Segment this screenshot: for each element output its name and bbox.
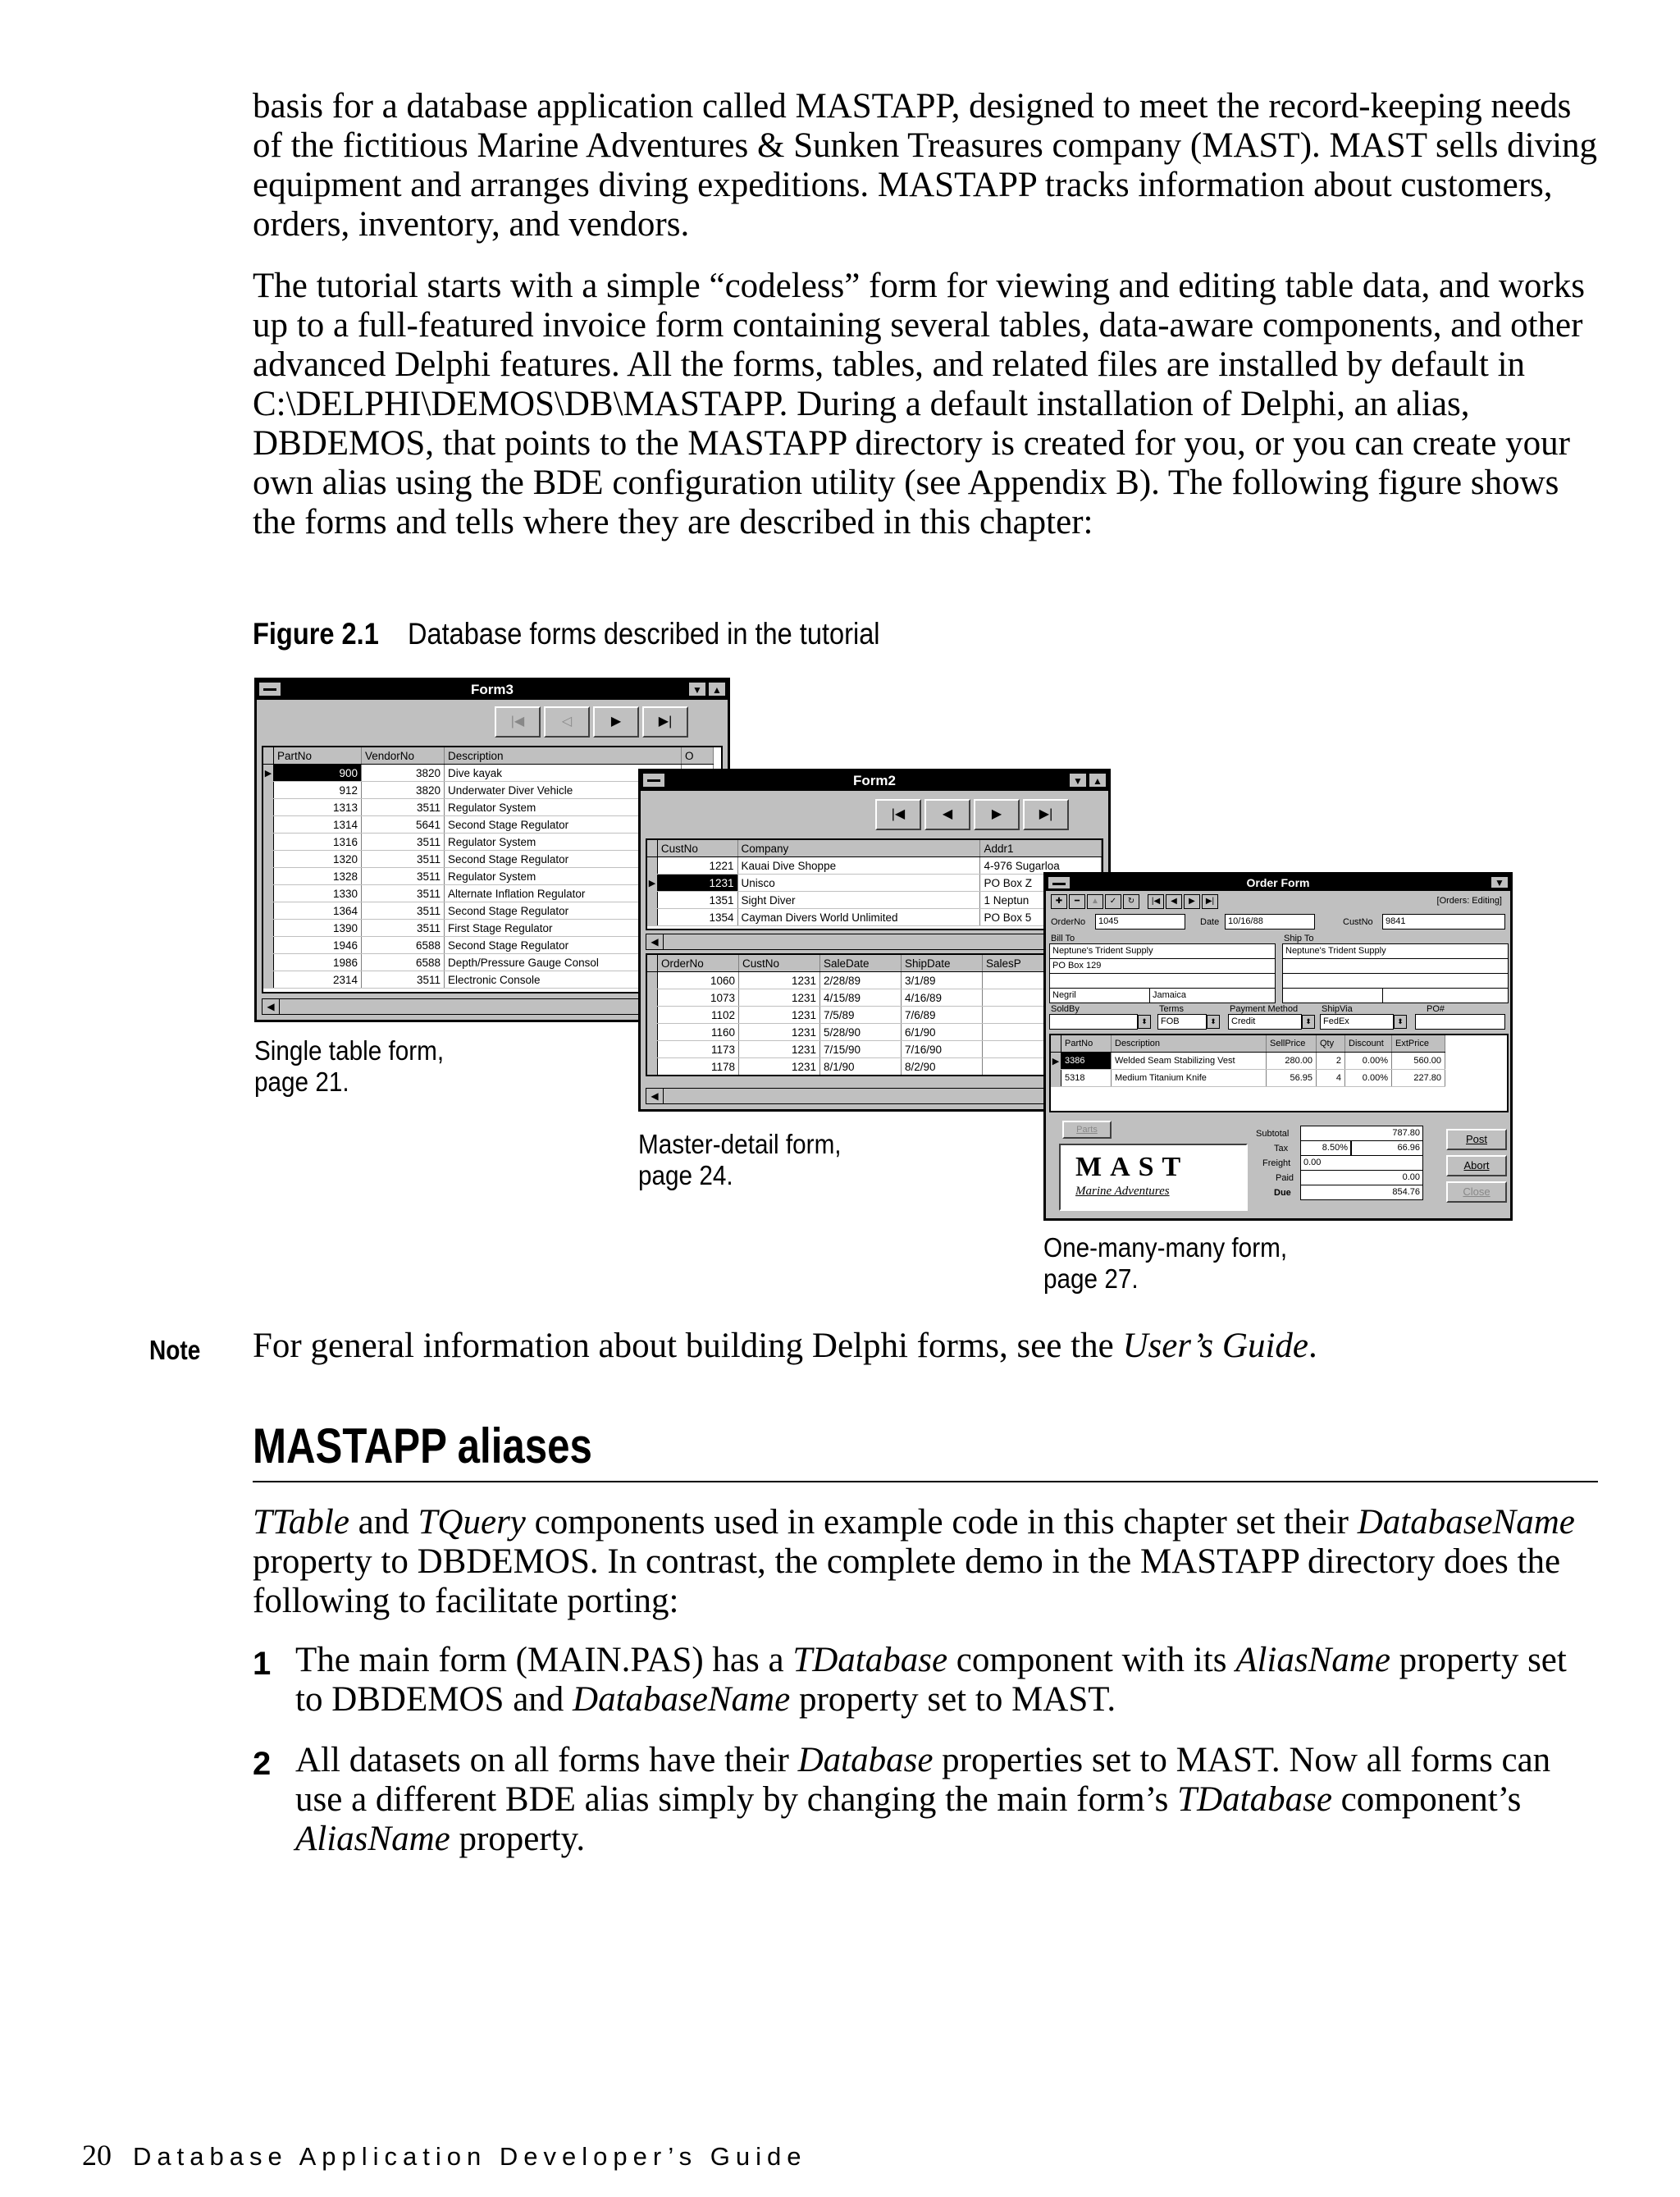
table-cell[interactable]: Regulator System bbox=[445, 868, 682, 885]
callout-single-table: Single table form, page 21. bbox=[254, 1035, 445, 1097]
table-cell[interactable]: Second Stage Regulator bbox=[445, 937, 682, 954]
table-cell[interactable]: 1231 bbox=[739, 989, 820, 1007]
bill-to-line3-field[interactable] bbox=[1049, 973, 1276, 989]
first-record-button[interactable]: |◀ bbox=[875, 799, 921, 830]
date-field[interactable]: 10/16/88 bbox=[1225, 914, 1315, 930]
table-cell[interactable]: 6588 bbox=[362, 937, 445, 954]
scroll-left-icon[interactable]: ◀ bbox=[646, 934, 664, 949]
col-salesperson[interactable]: SalesP bbox=[983, 955, 1056, 972]
sold-by-field[interactable] bbox=[1049, 1014, 1138, 1030]
row-indicator[interactable] bbox=[263, 937, 274, 954]
table-row[interactable] bbox=[647, 1041, 1056, 1058]
bill-city-field[interactable]: Negril bbox=[1049, 988, 1151, 1003]
table-cell[interactable]: 1 Neptun bbox=[980, 892, 1102, 909]
table-cell[interactable]: 5318 bbox=[1061, 1070, 1112, 1087]
prior-record-icon[interactable]: ◀ bbox=[1166, 894, 1182, 909]
table-cell[interactable]: 1986 bbox=[274, 954, 362, 971]
row-indicator[interactable] bbox=[263, 782, 274, 799]
parts-button[interactable] bbox=[1062, 1121, 1112, 1139]
row-indicator[interactable] bbox=[647, 1024, 658, 1041]
table-cell[interactable]: 1314 bbox=[274, 816, 362, 834]
col-custno[interactable]: CustNo bbox=[739, 955, 820, 972]
table-cell[interactable]: 8/2/90 bbox=[902, 1058, 983, 1076]
table-cell[interactable]: 6588 bbox=[362, 954, 445, 971]
form3-navigator bbox=[495, 706, 692, 738]
table-cell[interactable]: 5641 bbox=[362, 816, 445, 834]
table-cell[interactable]: 6/1/90 bbox=[902, 1024, 983, 1041]
col-vendorno[interactable]: VendorNo bbox=[362, 747, 445, 765]
table-cell[interactable]: 912 bbox=[274, 782, 362, 799]
table-cell[interactable]: 3820 bbox=[362, 765, 445, 782]
table-cell[interactable]: 4-976 Sugarloa bbox=[980, 857, 1102, 875]
form2-navigator bbox=[875, 799, 1072, 830]
order-form-titlebar bbox=[1046, 875, 1510, 891]
row-indicator[interactable] bbox=[647, 1058, 658, 1076]
table-cell[interactable]: 1390 bbox=[274, 920, 362, 937]
table-cell[interactable]: 280.00 bbox=[1267, 1053, 1317, 1070]
table-cell[interactable]: Welded Seam Stabilizing Vest bbox=[1112, 1053, 1267, 1070]
table-cell[interactable]: 1173 bbox=[658, 1041, 739, 1058]
table-cell[interactable]: 3511 bbox=[362, 885, 445, 902]
row-indicator[interactable] bbox=[263, 799, 274, 816]
scroll-left-icon[interactable]: ◀ bbox=[262, 999, 280, 1014]
table-cell[interactable]: 1231 bbox=[739, 1058, 820, 1076]
delete-icon[interactable]: ━ bbox=[1069, 894, 1085, 909]
table-cell[interactable]: 227.80 bbox=[1392, 1070, 1445, 1087]
maximize-icon[interactable]: ▲ bbox=[1089, 773, 1107, 788]
table-cell[interactable]: 900 bbox=[274, 765, 362, 782]
table-cell[interactable]: 1231 bbox=[739, 1041, 820, 1058]
table-cell[interactable]: Electronic Console bbox=[445, 971, 682, 989]
terms-field[interactable]: FOB bbox=[1157, 1014, 1207, 1030]
form2-customer-grid[interactable] bbox=[646, 838, 1103, 930]
table-cell[interactable]: 4/15/89 bbox=[820, 989, 902, 1007]
note-text-emphasis: User’s Guide bbox=[1122, 1327, 1308, 1365]
form2-titlebar bbox=[641, 771, 1108, 791]
table-cell[interactable]: PO Box Z bbox=[980, 875, 1102, 892]
figure-caption bbox=[253, 617, 880, 651]
table-row[interactable] bbox=[647, 1058, 1056, 1076]
due-field: 854.76 bbox=[1300, 1185, 1423, 1200]
table-cell[interactable]: 3511 bbox=[362, 902, 445, 920]
minimize-icon[interactable]: ▼ bbox=[688, 682, 706, 697]
list-item-1: The main form (MAIN.PAS) has a TDatabase component with its AliasName property set to DBDEMOS and DatabaseName property set to MAST. bbox=[295, 1641, 1567, 1719]
table-cell[interactable]: 5/28/90 bbox=[820, 1024, 902, 1041]
row-indicator[interactable] bbox=[647, 909, 657, 926]
table-cell[interactable]: 1328 bbox=[274, 868, 362, 885]
table-cell[interactable]: 1231 bbox=[739, 1024, 820, 1041]
table-cell[interactable]: 1102 bbox=[658, 1007, 739, 1024]
system-menu-icon[interactable] bbox=[642, 773, 665, 788]
row-indicator[interactable] bbox=[263, 920, 274, 937]
post-button[interactable] bbox=[1446, 1129, 1507, 1150]
table-cell[interactable]: Kauai Dive Shoppe bbox=[737, 857, 980, 875]
col-partno[interactable]: PartNo bbox=[274, 747, 362, 765]
order-form-title: Order Form bbox=[1246, 876, 1310, 889]
form2-customer-hscrollbar[interactable] bbox=[646, 934, 1103, 950]
form2-order-grid[interactable] bbox=[646, 953, 1103, 1076]
col-shipdate[interactable]: ShipDate bbox=[902, 955, 983, 972]
table-cell[interactable]: 7/6/89 bbox=[902, 1007, 983, 1024]
table-cell[interactable]: 1073 bbox=[658, 989, 739, 1007]
figure-caption-text: Database forms described in the tutorial bbox=[408, 617, 880, 651]
date-label: Date bbox=[1200, 917, 1220, 927]
bill-to-label: Bill To bbox=[1051, 934, 1075, 943]
row-indicator[interactable] bbox=[263, 851, 274, 868]
row-indicator[interactable] bbox=[647, 989, 658, 1007]
table-cell[interactable]: Regulator System bbox=[445, 834, 682, 851]
col-o[interactable]: O bbox=[682, 747, 714, 765]
table-cell[interactable]: Second Stage Regulator bbox=[445, 851, 682, 868]
figure-number: Figure 2.1 bbox=[253, 617, 379, 651]
table-cell[interactable]: 1060 bbox=[658, 972, 739, 989]
ship-to-line3-field[interactable] bbox=[1282, 973, 1509, 989]
form3-titlebar bbox=[257, 680, 728, 700]
table-cell[interactable]: 1313 bbox=[274, 799, 362, 816]
ship-to-label: Ship To bbox=[1284, 934, 1314, 943]
table-cell[interactable]: Depth/Pressure Gauge Consol bbox=[445, 954, 682, 971]
table-cell[interactable]: 1351 bbox=[657, 892, 737, 909]
table-cell[interactable]: 1160 bbox=[658, 1024, 739, 1041]
last-record-button[interactable]: ▶| bbox=[642, 706, 688, 738]
table-cell[interactable]: 1330 bbox=[274, 885, 362, 902]
row-indicator[interactable]: ▶ bbox=[1051, 1053, 1061, 1070]
edit-icon[interactable]: ▲ bbox=[1087, 894, 1103, 909]
table-cell[interactable]: Medium Titanium Knife bbox=[1112, 1070, 1267, 1087]
sold-by-label: SoldBy bbox=[1051, 1004, 1080, 1014]
col-qty[interactable]: Qty bbox=[1317, 1035, 1345, 1053]
note-text-pre: For general information about building Delphi forms, see the bbox=[253, 1327, 1123, 1365]
table-row[interactable] bbox=[1051, 1053, 1445, 1070]
section-paragraph: TTable and TQuery components used in example code in this chapter set their DatabaseName property to DBDEMOS. In contrast, the complete demo in the MASTAPP directory does the following to facilitate porting: bbox=[253, 1503, 1575, 1620]
table-cell[interactable]: 7/5/89 bbox=[820, 1007, 902, 1024]
form3-title: Form3 bbox=[471, 682, 514, 697]
close-button-label: Close bbox=[1463, 1185, 1491, 1198]
intro-paragraph-1: basis for a database application called MASTAPP, designed to meet the record-keeping needs of the fictitious Marine Adventures & Sunken Treasures company (MAST). MAST sells diving equipment and arranges diving expeditions. MASTAPP tracks information about customers, orders, inventory, and vendors. bbox=[253, 87, 1598, 244]
table-cell[interactable]: 560.00 bbox=[1392, 1053, 1445, 1070]
table-cell[interactable]: 7/15/90 bbox=[820, 1041, 902, 1058]
table-cell[interactable]: 3386 bbox=[1061, 1053, 1112, 1070]
col-description[interactable]: Description bbox=[1112, 1035, 1267, 1053]
mast-logo bbox=[1059, 1144, 1248, 1211]
paid-field[interactable]: 0.00 bbox=[1300, 1170, 1423, 1185]
abort-button[interactable] bbox=[1446, 1155, 1507, 1176]
row-indicator[interactable] bbox=[263, 868, 274, 885]
table-row[interactable] bbox=[647, 1024, 1056, 1041]
first-record-button[interactable]: |◀ bbox=[495, 706, 541, 738]
tax-field: 66.96 bbox=[1351, 1140, 1423, 1156]
next-record-button[interactable]: ▶ bbox=[593, 706, 639, 738]
term-tquery: TQuery bbox=[418, 1503, 526, 1542]
terms-label: Terms bbox=[1159, 1004, 1184, 1014]
table-row[interactable] bbox=[647, 1007, 1056, 1024]
table-cell[interactable]: 3/1/89 bbox=[902, 972, 983, 989]
logo-subtitle: Marine Adventures bbox=[1075, 1185, 1170, 1198]
row-indicator[interactable] bbox=[647, 857, 657, 875]
scroll-left-icon[interactable]: ◀ bbox=[646, 1089, 664, 1103]
col-sellprice[interactable]: SellPrice bbox=[1267, 1035, 1317, 1053]
tax-rate-field[interactable]: 8.50% bbox=[1300, 1140, 1351, 1156]
row-indicator[interactable]: ▶ bbox=[647, 875, 657, 892]
table-cell[interactable]: 2314 bbox=[274, 971, 362, 989]
due-label: Due bbox=[1274, 1188, 1291, 1198]
system-menu-icon[interactable] bbox=[1048, 876, 1071, 889]
table-cell[interactable]: Alternate Inflation Regulator bbox=[445, 885, 682, 902]
table-cell[interactable]: 8/1/90 bbox=[820, 1058, 902, 1076]
table-cell[interactable]: 4/16/89 bbox=[902, 989, 983, 1007]
row-indicator[interactable] bbox=[647, 1007, 658, 1024]
table-cell[interactable]: 0.00% bbox=[1345, 1053, 1392, 1070]
ship-via-label: ShipVia bbox=[1322, 1004, 1353, 1014]
table-cell[interactable]: 1178 bbox=[658, 1058, 739, 1076]
table-cell[interactable]: Second Stage Regulator bbox=[445, 902, 682, 920]
table-cell[interactable]: Unisco bbox=[737, 875, 980, 892]
form2-order-hscrollbar[interactable] bbox=[646, 1088, 1103, 1104]
ship-country-field[interactable] bbox=[1382, 988, 1509, 1003]
last-record-icon[interactable]: ▶| bbox=[1202, 894, 1218, 909]
next-record-button[interactable]: ▶ bbox=[974, 799, 1020, 830]
ship-to-line1-field[interactable]: Neptune's Trident Supply bbox=[1282, 943, 1509, 959]
row-indicator[interactable] bbox=[263, 902, 274, 920]
row-indicator[interactable] bbox=[647, 892, 657, 909]
terms-dropdown-icon[interactable]: ⬍ bbox=[1207, 1015, 1220, 1029]
table-cell[interactable]: 3511 bbox=[362, 851, 445, 868]
term-databasename: DatabaseName bbox=[1357, 1503, 1575, 1542]
table-cell[interactable]: 3511 bbox=[362, 799, 445, 816]
paid-label: Paid bbox=[1276, 1173, 1294, 1183]
freight-label: Freight bbox=[1262, 1158, 1291, 1168]
list-number-2: 2 bbox=[253, 1746, 272, 1782]
payment-dropdown-icon[interactable]: ⬍ bbox=[1302, 1015, 1315, 1029]
table-cell[interactable]: 1364 bbox=[274, 902, 362, 920]
table-cell[interactable]: 1231 bbox=[739, 972, 820, 989]
subtotal-field: 787.80 bbox=[1300, 1126, 1423, 1141]
row-indicator[interactable]: ▶ bbox=[263, 765, 274, 782]
order-items-grid[interactable] bbox=[1049, 1034, 1509, 1112]
tax-label: Tax bbox=[1274, 1144, 1289, 1153]
cust-no-field[interactable]: 9841 bbox=[1382, 914, 1505, 930]
system-menu-icon[interactable] bbox=[258, 682, 281, 697]
table-cell[interactable]: 3511 bbox=[362, 834, 445, 851]
subtotal-label: Subtotal bbox=[1256, 1129, 1290, 1139]
close-button[interactable] bbox=[1446, 1181, 1507, 1203]
ship-via-field[interactable]: FedEx bbox=[1320, 1014, 1394, 1030]
table-cell[interactable]: Underwater Diver Vehicle bbox=[445, 782, 682, 799]
post-button-label: Post bbox=[1465, 1133, 1487, 1145]
table-cell[interactable]: Regulator System bbox=[445, 799, 682, 816]
page-footer bbox=[82, 2138, 807, 2172]
abort-button-label: Abort bbox=[1463, 1159, 1490, 1172]
refresh-icon[interactable]: ↻ bbox=[1123, 894, 1139, 909]
last-record-button[interactable]: ▶| bbox=[1023, 799, 1069, 830]
table-cell[interactable]: PO Box 5 bbox=[980, 909, 1102, 926]
prior-record-button[interactable]: ◁ bbox=[544, 706, 590, 738]
table-cell[interactable]: 3511 bbox=[362, 920, 445, 937]
table-cell[interactable]: 1320 bbox=[274, 851, 362, 868]
callout-one-many-many: One-many-many form, page 27. bbox=[1043, 1232, 1288, 1294]
minimize-icon[interactable]: ▼ bbox=[1491, 876, 1509, 888]
col-discount[interactable]: Discount bbox=[1345, 1035, 1392, 1053]
col-custno[interactable]: CustNo bbox=[657, 840, 737, 857]
prior-record-button[interactable]: ◀ bbox=[924, 799, 970, 830]
col-orderno[interactable]: OrderNo bbox=[658, 955, 739, 972]
row-indicator[interactable] bbox=[263, 834, 274, 851]
table-cell[interactable]: 1231 bbox=[657, 875, 737, 892]
row-indicator[interactable] bbox=[263, 954, 274, 971]
maximize-icon[interactable]: ▲ bbox=[708, 682, 726, 697]
table-cell[interactable]: 2 bbox=[1317, 1053, 1345, 1070]
row-indicator[interactable] bbox=[263, 816, 274, 834]
table-cell[interactable]: 3511 bbox=[362, 971, 445, 989]
table-row[interactable] bbox=[647, 972, 1056, 989]
table-cell[interactable]: Sight Diver bbox=[737, 892, 980, 909]
note-text-post: . bbox=[1308, 1327, 1317, 1365]
note-label: Note bbox=[149, 1335, 201, 1365]
term-ttable: TTable bbox=[253, 1503, 349, 1542]
note-text bbox=[253, 1327, 1598, 1366]
next-record-icon[interactable]: ▶ bbox=[1184, 894, 1200, 909]
col-saledate[interactable]: SaleDate bbox=[820, 955, 902, 972]
book-title: Database Application Developer’s Guide bbox=[133, 2142, 807, 2171]
table-cell[interactable]: 56.95 bbox=[1267, 1070, 1317, 1087]
col-partno[interactable]: PartNo bbox=[1061, 1035, 1112, 1053]
table-row[interactable] bbox=[647, 909, 1102, 926]
form2-title: Form2 bbox=[853, 773, 896, 788]
table-cell[interactable]: Cayman Divers World Unlimited bbox=[737, 909, 980, 926]
bill-country-field[interactable]: Jamaica bbox=[1149, 988, 1276, 1003]
table-cell[interactable]: 1231 bbox=[739, 1007, 820, 1024]
list-item-2: All datasets on all forms have their Database properties set to MAST. Now all forms can use a different BDE alias simply by changing the main form’s TDatabase component’s AliasName property. bbox=[295, 1741, 1551, 1858]
table-cell[interactable]: 7/16/90 bbox=[902, 1041, 983, 1058]
minimize-icon[interactable]: ▼ bbox=[1069, 773, 1087, 788]
table-row[interactable] bbox=[647, 875, 1102, 892]
form2-window bbox=[638, 769, 1111, 1112]
callout-master-detail: Master-detail form, page 24. bbox=[638, 1129, 842, 1190]
table-cell[interactable]: First Stage Regulator bbox=[445, 920, 682, 937]
payment-field[interactable]: Credit bbox=[1228, 1014, 1302, 1030]
freight-field[interactable]: 0.00 bbox=[1300, 1155, 1423, 1171]
table-cell[interactable]: 3511 bbox=[362, 868, 445, 885]
post-check-icon[interactable]: ✓ bbox=[1105, 894, 1121, 909]
ship-to-line2-field[interactable] bbox=[1282, 958, 1509, 974]
row-indicator[interactable] bbox=[647, 972, 658, 989]
cust-no-label: CustNo bbox=[1343, 917, 1373, 927]
table-row[interactable] bbox=[647, 989, 1056, 1007]
row-indicator[interactable] bbox=[647, 1041, 658, 1058]
list-number-1: 1 bbox=[253, 1646, 272, 1682]
order-status: [Orders: Editing] bbox=[1436, 896, 1502, 906]
bill-to-line1-field[interactable]: Neptune's Trident Supply bbox=[1049, 943, 1276, 959]
col-company[interactable]: Company bbox=[737, 840, 980, 857]
insert-icon[interactable]: ✚ bbox=[1051, 894, 1067, 909]
table-cell[interactable]: 2/28/89 bbox=[820, 972, 902, 989]
heading-rule bbox=[253, 1481, 1598, 1482]
table-row[interactable] bbox=[647, 892, 1102, 909]
table-cell[interactable]: 1316 bbox=[274, 834, 362, 851]
first-record-icon[interactable]: |◀ bbox=[1148, 894, 1164, 909]
page-number: 20 bbox=[82, 2139, 112, 2172]
order-form-window bbox=[1043, 872, 1513, 1221]
table-cell[interactable]: Second Stage Regulator bbox=[445, 816, 682, 834]
table-cell[interactable]: 4 bbox=[1317, 1070, 1345, 1087]
table-cell[interactable]: 0.00% bbox=[1345, 1070, 1392, 1087]
table-cell[interactable]: 3820 bbox=[362, 782, 445, 799]
parts-button-label: Parts bbox=[1076, 1125, 1098, 1135]
order-no-label: OrderNo bbox=[1051, 917, 1086, 927]
payment-label: Payment Method bbox=[1230, 1004, 1299, 1014]
col-extprice[interactable]: ExtPrice bbox=[1392, 1035, 1445, 1053]
ship-city-field[interactable] bbox=[1282, 988, 1384, 1003]
col-description[interactable]: Description bbox=[445, 747, 682, 765]
sold-by-dropdown-icon[interactable]: ⬍ bbox=[1138, 1015, 1151, 1029]
bill-to-line2-field[interactable]: PO Box 129 bbox=[1049, 958, 1276, 974]
order-no-field[interactable]: 1045 bbox=[1095, 914, 1185, 930]
table-row[interactable] bbox=[1051, 1070, 1445, 1087]
po-label: PO# bbox=[1427, 1004, 1445, 1014]
table-cell[interactable]: Dive kayak bbox=[445, 765, 682, 782]
row-indicator[interactable] bbox=[263, 885, 274, 902]
table-cell[interactable]: 1946 bbox=[274, 937, 362, 954]
row-indicator[interactable] bbox=[1051, 1070, 1061, 1087]
ship-via-dropdown-icon[interactable]: ⬍ bbox=[1394, 1015, 1407, 1029]
logo-text: MAST bbox=[1075, 1152, 1189, 1182]
table-row[interactable] bbox=[647, 857, 1102, 875]
table-cell[interactable]: 1354 bbox=[657, 909, 737, 926]
table-cell[interactable]: 1221 bbox=[657, 857, 737, 875]
po-field[interactable] bbox=[1415, 1014, 1505, 1030]
col-addr1[interactable]: Addr1 bbox=[980, 840, 1102, 857]
section-heading: MASTAPP aliases bbox=[253, 1418, 592, 1473]
intro-paragraph-2: The tutorial starts with a simple “codeless” form for viewing and editing table data, and works up to a full-featured invoice form containing several tables, data-aware components, and other advanced Delphi features. All the forms, tables, and related files are installed by default in C:\DELPHI\DEMOS\DB\MASTAPP. During a default installation of Delphi, an alias, DBDEMOS, that points to the MASTAPP directory is created for you, or you can create your own alias using the BDE configuration utility (see Appendix B). The following figure shows the forms and tells where they are described in this chapter: bbox=[253, 267, 1585, 541]
row-indicator[interactable] bbox=[263, 971, 274, 989]
